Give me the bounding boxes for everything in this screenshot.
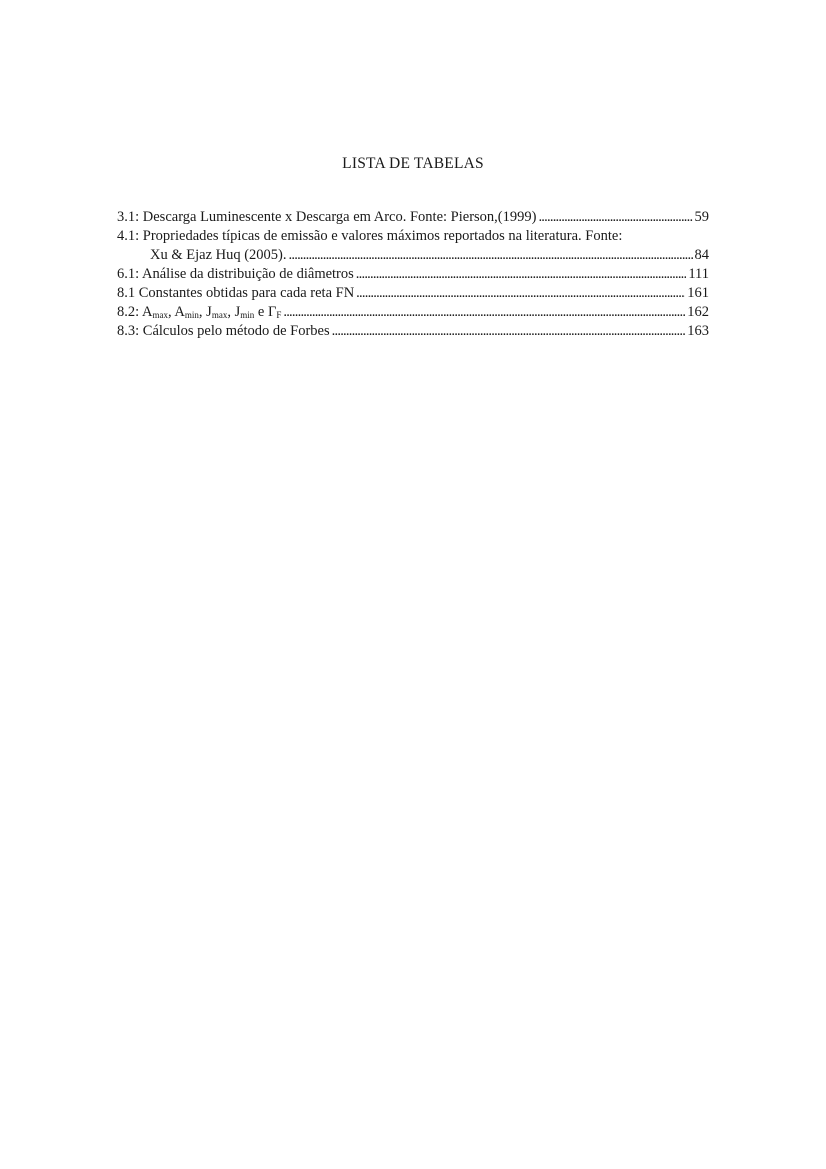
symbol-j: J	[206, 304, 212, 320]
list-item[interactable]	[117, 208, 709, 227]
entry-label-continuation: Xu & Ejaz Huq (2005).	[150, 247, 287, 263]
conjunction: e	[254, 304, 268, 320]
table-list	[117, 208, 709, 341]
entry-page: 163	[687, 323, 709, 339]
entry-prefix: 8.2:	[117, 304, 142, 320]
entry-page: 161	[687, 285, 709, 301]
subscript: min	[240, 310, 255, 320]
entry-label: 6.1: Análise da distribuição de diâmetros	[117, 266, 354, 282]
entry-page: 111	[688, 266, 709, 282]
dot-leader	[332, 322, 686, 341]
subscript: min	[184, 310, 199, 320]
separator: ,	[198, 304, 207, 320]
dot-leader	[289, 246, 693, 265]
separator: ,	[227, 304, 235, 320]
dot-leader	[538, 208, 692, 227]
dot-leader	[283, 303, 685, 322]
entry-label: 8.3: Cálculos pelo método de Forbes	[117, 323, 330, 339]
entry-label: 3.1: Descarga Luminescente x Descarga em Arco. Fonte: Pierson,(1999)	[117, 209, 537, 225]
list-item-continuation[interactable]	[117, 246, 709, 265]
list-item[interactable]	[117, 227, 709, 246]
list-item[interactable]	[117, 303, 709, 322]
dot-leader	[356, 265, 687, 284]
list-item[interactable]	[117, 265, 709, 284]
entry-label	[117, 303, 281, 322]
symbol-a: A	[141, 304, 153, 320]
symbol-gamma: Γ	[267, 304, 277, 320]
page-title: LISTA DE TABELAS	[342, 155, 484, 172]
entry-label: 4.1: Propriedades típicas de emissão e valores máximos reportados na literatura. Fonte:	[117, 228, 623, 244]
subscript: F	[276, 310, 282, 320]
subscript: max	[211, 310, 228, 320]
list-item[interactable]	[117, 322, 709, 341]
entry-page: 84	[694, 247, 709, 263]
symbol-j: J	[234, 304, 241, 320]
dot-leader	[356, 284, 685, 303]
symbol-a: A	[174, 304, 185, 320]
entry-page: 59	[694, 209, 709, 225]
entry-label: 8.1 Constantes obtidas para cada reta FN	[117, 285, 355, 301]
entry-page: 162	[687, 304, 709, 320]
subscript: max	[152, 310, 168, 320]
separator: ,	[167, 304, 175, 320]
list-item[interactable]	[117, 284, 709, 303]
